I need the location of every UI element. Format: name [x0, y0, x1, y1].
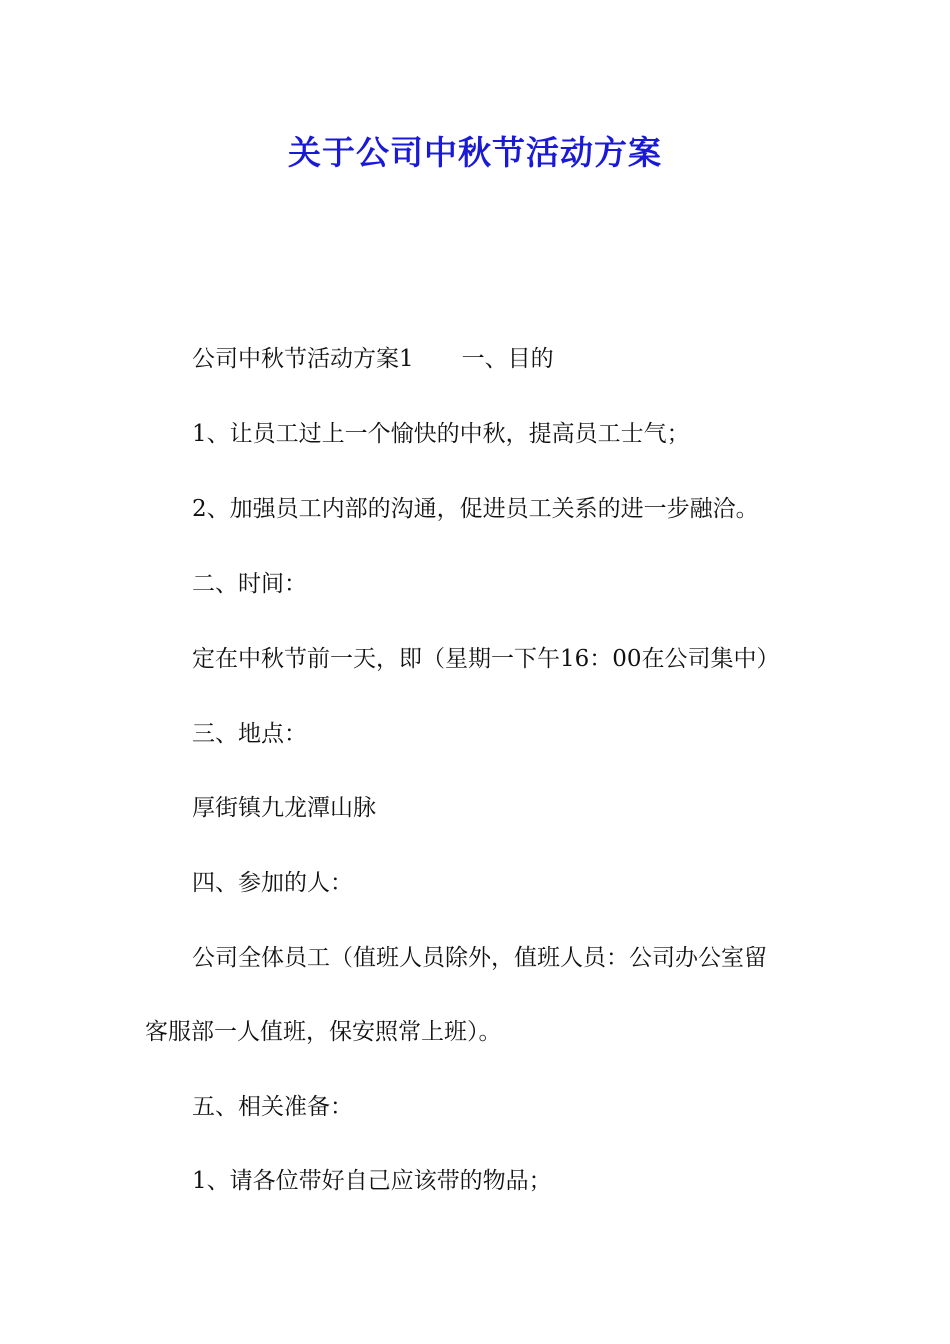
section-heading-time: 二、时间：	[192, 571, 307, 597]
paragraph: 1、让员工过上一个愉快的中秋，提高员工士气；	[192, 421, 690, 447]
heading-line	[192, 341, 554, 377]
paragraph: 公司全体员工（值班人员除外，值班人员：公司办公室留	[192, 945, 767, 971]
paragraph: 厚街镇九龙潭山脉	[192, 795, 376, 821]
section-heading-participants: 四、参加的人：	[192, 870, 353, 896]
paragraph: 1、请各位带好自己应该带的物品；	[192, 1168, 552, 1194]
paragraph-continuation: 客服部一人值班，保安照常上班）。	[145, 1019, 502, 1045]
section-heading-purpose: 一、目的	[461, 346, 554, 372]
section-heading-preparation: 五、相关准备：	[192, 1094, 353, 1120]
paragraph: 2、加强员工内部的沟通，促进员工关系的进一步融洽。	[192, 496, 759, 522]
plan-name: 公司中秋节活动方案1	[192, 346, 414, 372]
section-heading-location: 三、地点：	[192, 721, 307, 747]
paragraph: 定在中秋节前一天，即（星期一下午16：00在公司集中）	[192, 646, 780, 672]
document-title: 关于公司中秋节活动方案	[288, 133, 662, 172]
